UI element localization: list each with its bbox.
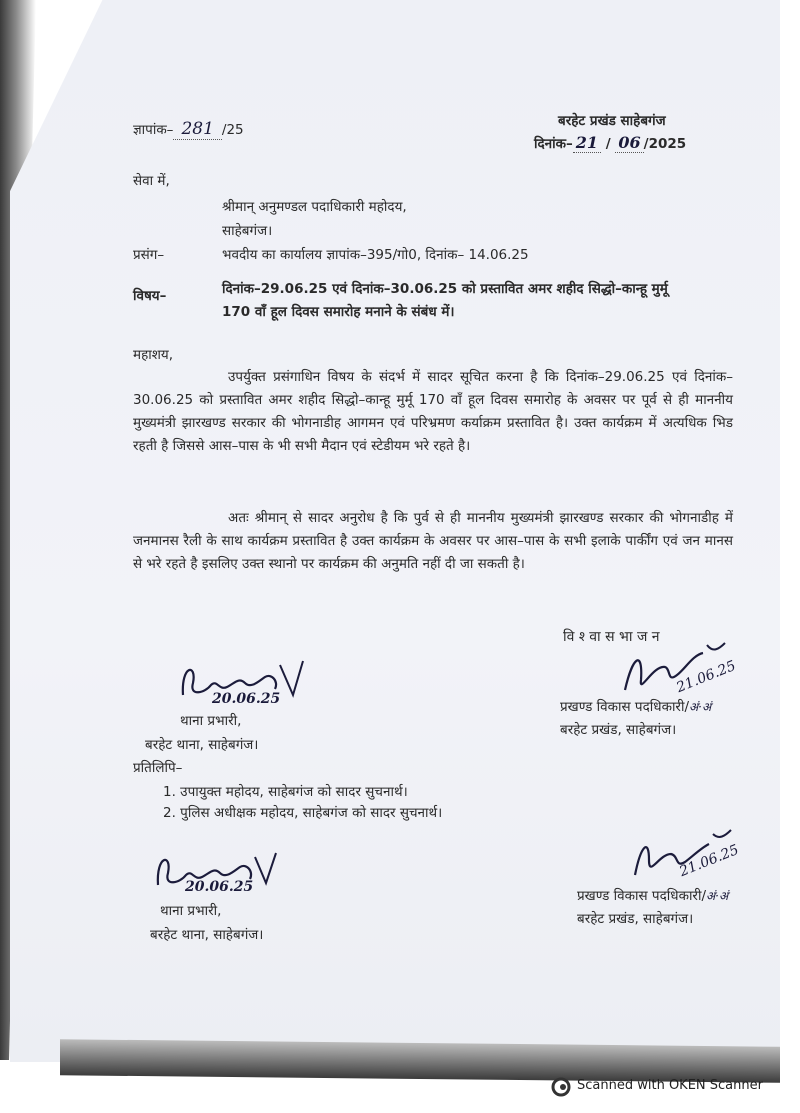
memo-number [133,120,244,139]
oken-scanner-logo-icon [551,1077,571,1097]
thana-office-1: बरहेट थाना, साहेबगंज। [145,737,259,753]
salutation: महाशय, [133,347,174,363]
reference-text: भवदीय का कार्यालय ज्ञापांक–395/गो0, दिनांक– 14.06.25 [222,247,529,263]
subject-line-1: दिनांक–29.06.25 एवं दिनांक–30.06.25 को प्रस्तावित अमर शहीद सिद्धो–कान्हू मुर्मू [222,281,668,297]
letter-date: दिनांक– 21 / 06 /2025 [534,133,687,152]
copy-item: 2. पुलिस अधीक्षक महोदय, साहेबगंज को सादर सुचनार्थ। [163,805,443,821]
subject-label: विषय– [133,288,167,304]
bdo-signature-date-2: 21.06.25 [677,841,742,881]
copy-item: 1. उपायुक्त महोदय, साहेबगंज को सादर सुचनार्थ। [163,784,408,800]
bdo-designation-text: प्रखण्ड विकास पदधिकारी/ [560,699,690,715]
bdo-designation-2 [577,887,728,905]
thana-designation-1: थाना प्रभारी, [180,713,242,729]
copy-label: प्रतिलिपि– [133,760,183,776]
thana-signature-date-2: 20.06.25 [185,879,254,895]
thana-designation-2: थाना प्रभारी, [160,903,222,919]
thana-signature-date-1: 20.06.25 [212,691,281,707]
body-paragraph-2: अतः श्रीमान् से सादर अनुरोध है कि पुर्व से ही माननीय मुख्यमंत्री झारखण्ड सरकार की भोगनाडीह में जनमानस रैली के साथ कार्यक्रम प्रस्तावित है उक्त कार्यक्रम के अवसर पर आस–पास के सभी इलाके पार्कींग एवं जन मानस से भरे रहते है इसलिए उक्त स्थानो पर कार्यक्रम की अनुमति नहीं दी जा सकती है। [133,510,733,572]
bdo-designation-text: प्रखण्ड विकास पदधिकारी/ [577,888,707,904]
date-label: दिनांक– [534,136,573,152]
bdo-designation-1 [560,698,711,716]
bdo-stamp-suffix: अं·अं [706,889,729,903]
bdo-signature-2 [625,820,765,890]
yours-faithfully: वि श्‍ वा स भा ज न [563,629,660,645]
reference-label: प्रसंग– [133,247,165,263]
subject-line-2: 170 वाँ हूल दिवस समारोह मनाने के संबंध में। [222,304,455,320]
memo-suffix: /25 [221,122,244,138]
recipient-line-2: साहेबगंज। [222,223,273,239]
bdo-office-2: बरहेट प्रखंड, साहेबगंज। [577,911,694,927]
office-heading: बरहेट प्रखंड साहेबगंज [558,113,666,129]
date-month: 06 [615,133,643,153]
date-day: 21 [573,133,601,153]
to-label: सेवा में, [133,173,170,189]
thana-office-2: बरहेट थाना, साहेबगंज। [150,927,264,943]
bdo-stamp-suffix: अं·अं [689,700,712,714]
bdo-signature-date-1: 21.06.25 [674,657,739,697]
memo-label: ज्ञापांक– [133,122,174,138]
bdo-office-1: बरहेट प्रखंड, साहेबगंज। [560,722,677,738]
recipient-line-1: श्रीमान् अनुमण्डल पदाधिकारी महोदय, [222,199,407,215]
date-year: /2025 [643,136,687,152]
scanner-watermark: Scanned with OKEN Scanner [577,1078,763,1093]
scan-bottom-shadow [60,1039,780,1083]
memo-number-value: 281 [173,119,221,140]
body-paragraph-1: उपर्युक्त प्रसंगाधिन विषय के संदर्भ में सादर सूचित करना है कि दिनांक–29.06.25 एवं दिनांक–30.06.25 को प्रस्तावित अमर शहीद सिद्धो–कान्हू मुर्मू 170 वाँ हूल दिवस समारोह के अवसर पर पूर्व से ही माननीय मुख्यमंत्री झारखण्ड सरकार की भोगनाडीह आगमन एवं परिभ्रमण कर्याक्रम प्रस्तावित है। उक्त कार्यक्रम में अत्यधिक भिड रहती है जिससे आस–पास के भी सभी मैदान एवं स्टेडीयम भरे रहते है। [133,369,733,454]
